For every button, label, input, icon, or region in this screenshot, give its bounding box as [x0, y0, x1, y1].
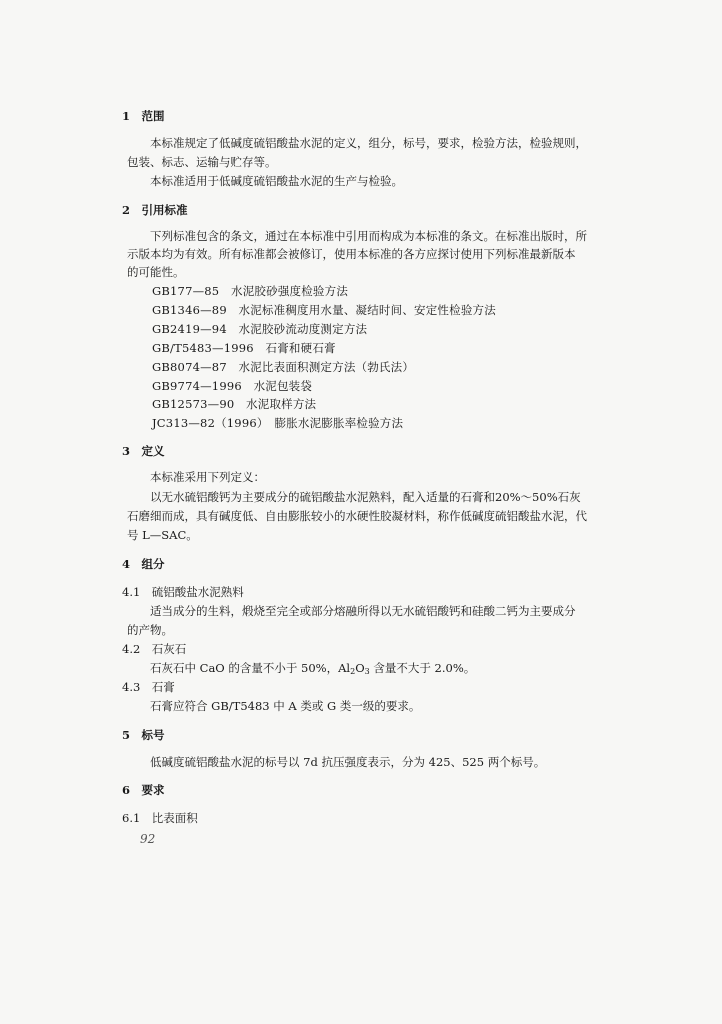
section-6-1-heading: 6.1 比表面积	[122, 811, 198, 825]
section-3-paragraph-2: 以无水硫铝酸钙为主要成分的硫铝酸盐水泥熟料，配入适量的石膏和20%～50%石灰	[150, 490, 581, 504]
section-2-paragraph-1-cont: 示版本均为有效。所有标准都会被修订，使用本标准的各方应探讨使用下列标准最新版本	[127, 247, 576, 261]
subscript: 3	[364, 667, 370, 676]
section-4-1-paragraph-cont: 的产物。	[127, 623, 173, 637]
section-4-1-paragraph: 适当成分的生料，煅烧至完全或部分熔融所得以无水硫铝酸钙和硅酸二钙为主要成分	[150, 604, 576, 618]
section-1-paragraph-2: 本标准适用于低碱度硫铝酸盐水泥的生产与检验。	[150, 174, 403, 188]
section-3-paragraph-2-cont2: 号 L—SAC。	[127, 528, 198, 542]
section-4-3-heading: 4.3 石膏	[122, 680, 175, 694]
reference-item: GB177—85 水泥胶砂强度检验方法	[152, 284, 349, 298]
section-4-3-paragraph: 石膏应符合 GB/T5483 中 A 类或 G 类一级的要求。	[150, 699, 421, 713]
reference-item: GB2419—94 水泥胶砂流动度测定方法	[152, 322, 368, 336]
text-run: O	[355, 661, 365, 675]
section-3-heading: 3 定义	[122, 444, 165, 458]
section-4-heading: 4 组分	[122, 557, 165, 571]
reference-item: JC313—82（1996） 膨胀水泥膨胀率检验方法	[152, 416, 404, 430]
reference-item: GB8074—87 水泥比表面积测定方法（勃氏法）	[152, 360, 415, 374]
section-3-paragraph-2-cont: 石磨细而成，具有碱度低、自由膨胀较小的水硬性胶凝材料，称作低碱度硫铝酸盐水泥，代	[127, 509, 587, 523]
section-5-heading: 5 标号	[122, 728, 165, 742]
section-6-heading: 6 要求	[122, 783, 165, 797]
section-5-paragraph: 低碱度硫铝酸盐水泥的标号以 7d 抗压强度表示，分为 425、525 两个标号。	[150, 755, 546, 769]
page-number: 92	[140, 832, 156, 846]
reference-item: GB9774—1996 水泥包装袋	[152, 379, 313, 393]
text-run: 石灰石中 CaO 的含量不小于 50%，Al	[150, 661, 351, 675]
section-4-1-heading: 4.1 硫铝酸盐水泥熟料	[122, 585, 244, 599]
reference-item: GB12573—90 水泥取样方法	[152, 397, 317, 411]
section-2-paragraph-1-cont2: 的可能性。	[127, 265, 185, 279]
section-1-heading: 1 范围	[122, 109, 165, 123]
section-2-heading: 2 引用标准	[122, 203, 188, 217]
section-3-paragraph-1: 本标准采用下列定义：	[150, 470, 265, 484]
text-run: 含量不大于 2.0%。	[369, 661, 476, 675]
reference-item: GB/T5483—1996 石膏和硬石膏	[152, 341, 336, 355]
section-1-paragraph-1-cont: 包装、标志、运输与贮存等。	[127, 155, 277, 169]
section-4-2-heading: 4.2 石灰石	[122, 642, 187, 656]
section-1-paragraph-1: 本标准规定了低碱度硫铝酸盐水泥的定义，组分，标号，要求，检验方法，检验规则，	[150, 136, 587, 150]
reference-item: GB1346—89 水泥标准稠度用水量、凝结时间、安定性检验方法	[152, 303, 496, 317]
section-4-2-paragraph	[150, 661, 475, 679]
section-2-paragraph-1: 下列标准包含的条文，通过在本标准中引用而构成为本标准的条文。在标准出版时，所	[150, 229, 587, 243]
subscript: 2	[350, 667, 356, 676]
